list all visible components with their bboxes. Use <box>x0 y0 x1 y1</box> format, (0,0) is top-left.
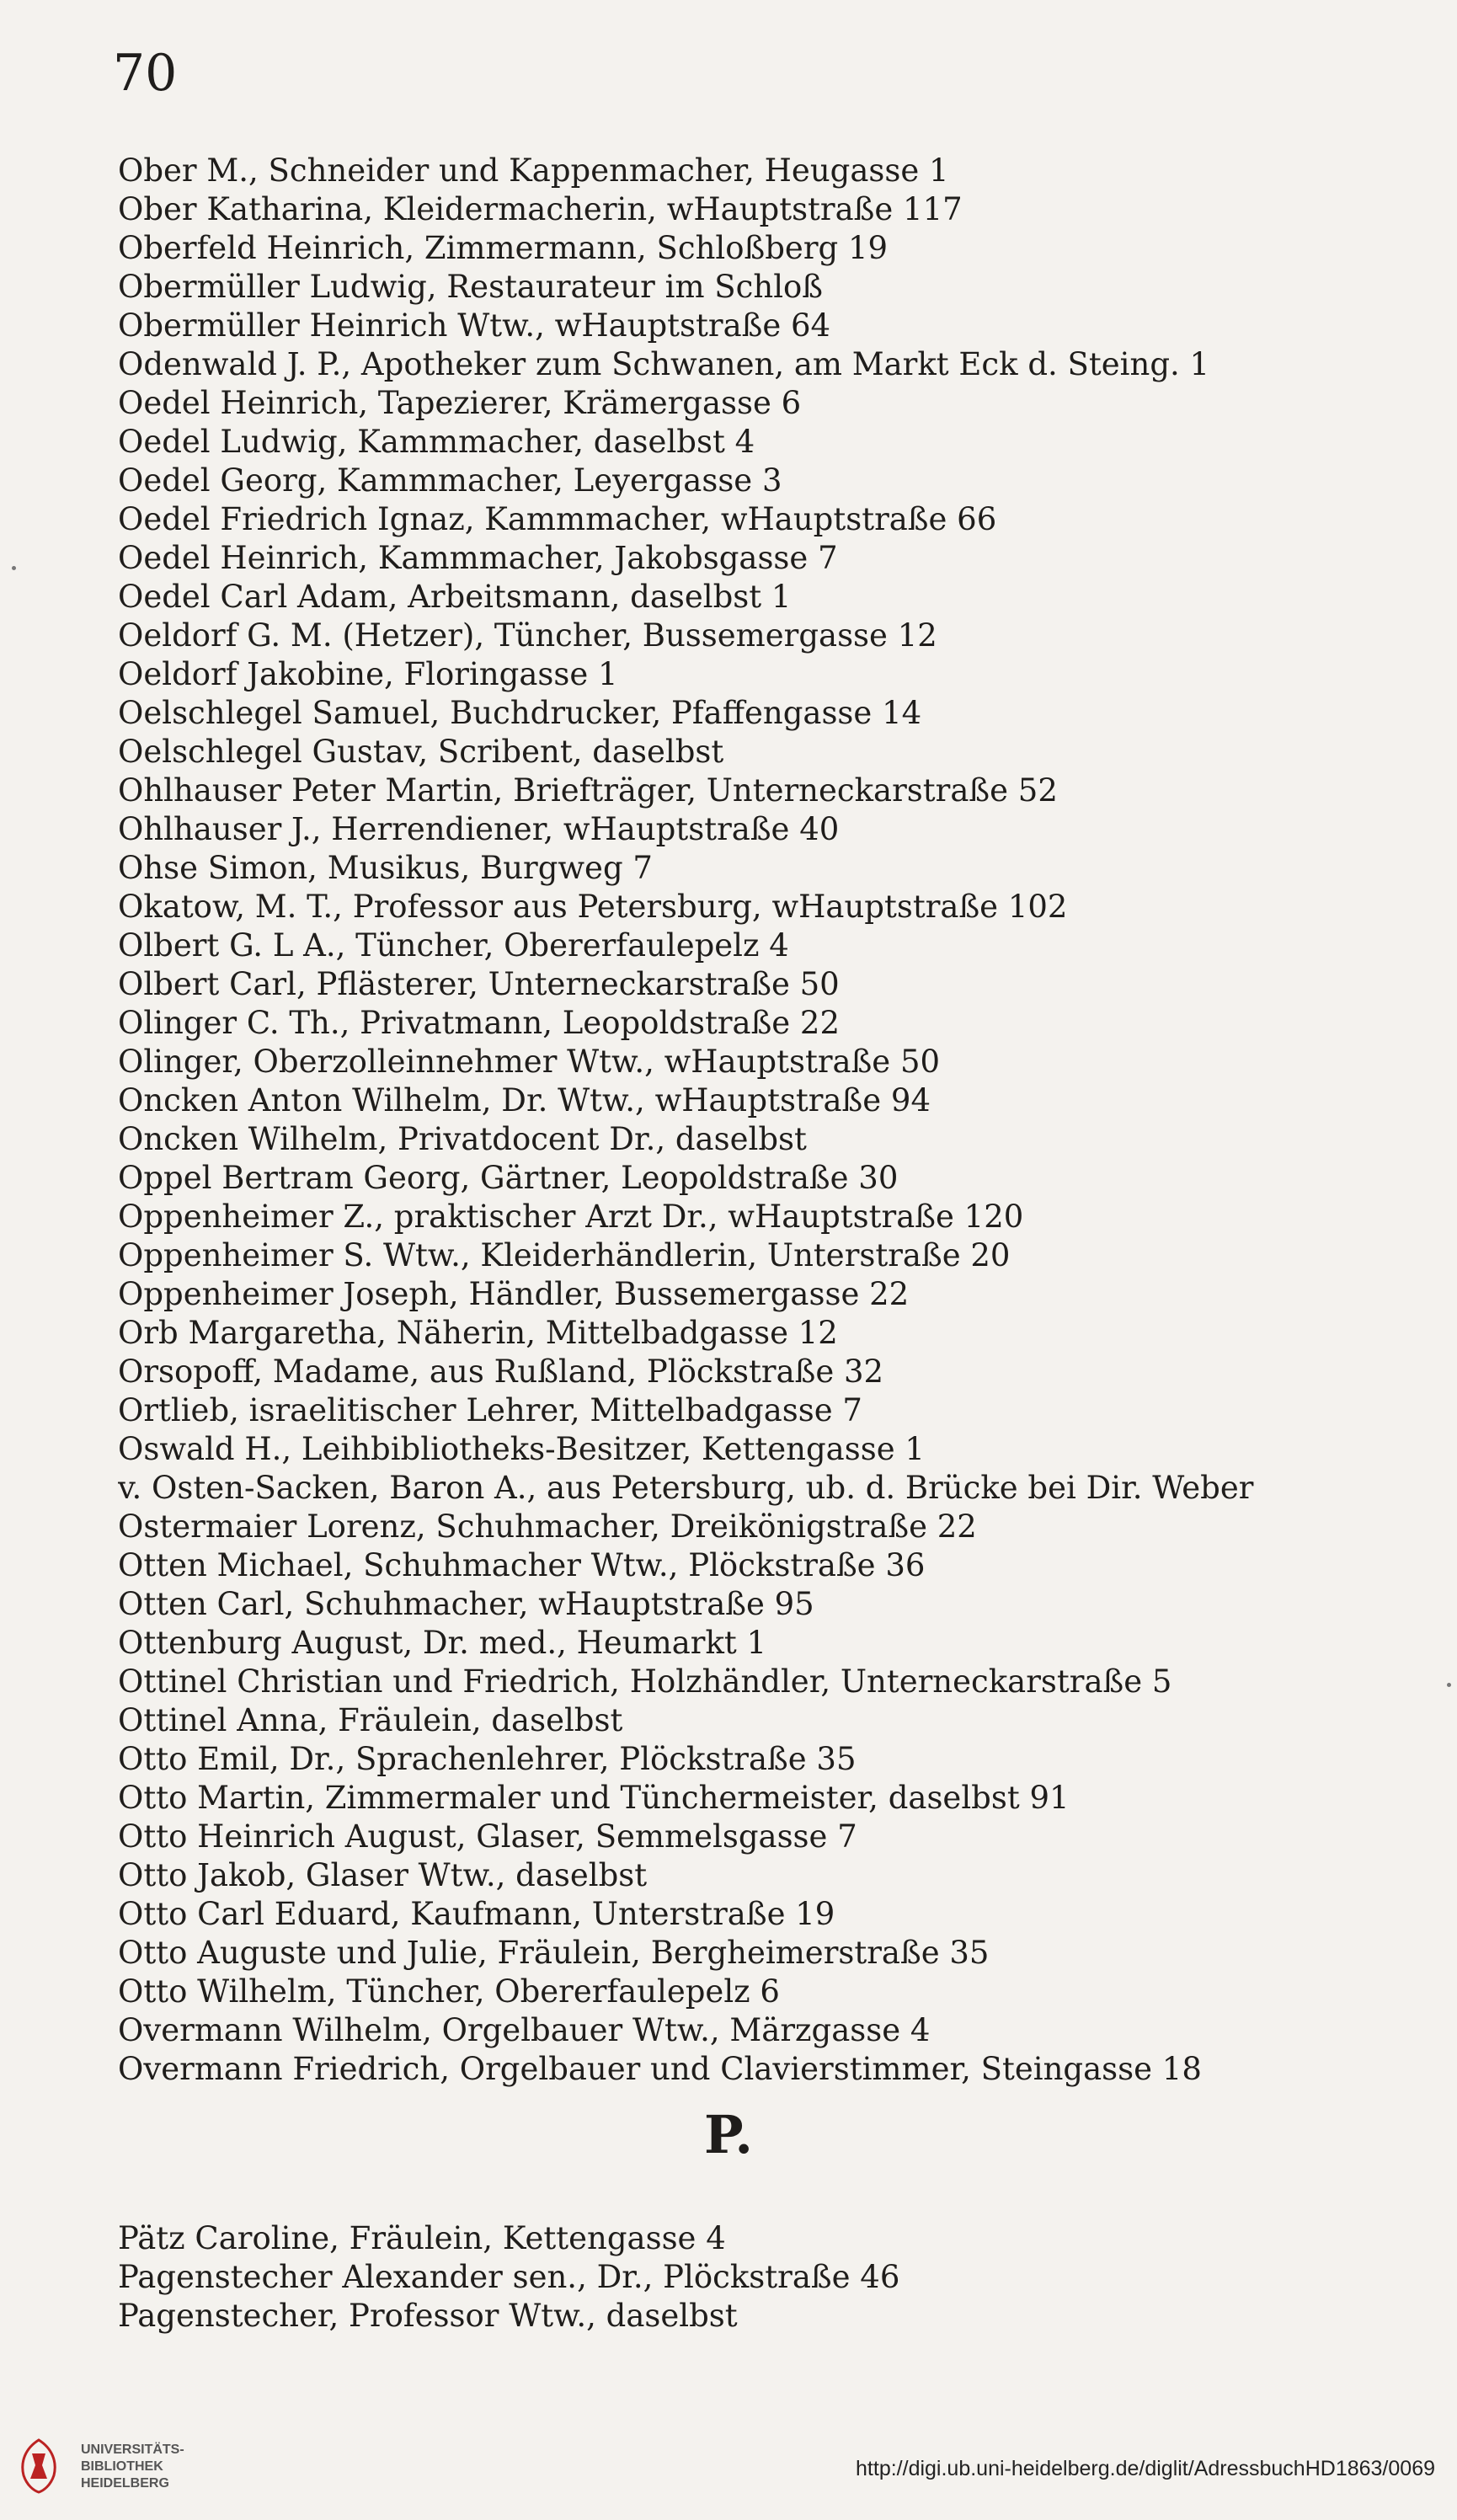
address-entry: Oppenheimer S. Wtw., Kleiderhändlerin, Unterstraße 20 <box>118 1237 1011 1273</box>
library-logo-icon <box>13 2437 64 2496</box>
address-entry: Orsopoff, Madame, aus Rußland, Plöckstraße 32 <box>118 1353 884 1390</box>
address-entry: Okatow, M. T., Professor aus Petersburg, wHauptstraße 102 <box>118 889 1068 925</box>
address-entry: Otten Carl, Schuhmacher, wHauptstraße 95 <box>118 1586 814 1622</box>
address-entry: Overmann Friedrich, Orgelbauer und Clavierstimmer, Steingasse 18 <box>118 2051 1202 2087</box>
source-url-link[interactable]: http://digi.ub.uni-heidelberg.de/diglit/AdressbuchHD1863/0069 <box>856 2457 1435 2480</box>
address-entry: Ohlhauser J., Herrendiener, wHauptstraße 40 <box>118 811 840 847</box>
address-entry: Pagenstecher, Professor Wtw., daselbst <box>118 2298 738 2334</box>
address-entry: Oncken Wilhelm, Privatdocent Dr., daselbst <box>118 1121 807 1157</box>
address-entry: Oelschlegel Samuel, Buchdrucker, Pfaffengasse 14 <box>118 695 922 731</box>
address-entry: Ober M., Schneider und Kappenmacher, Heugasse 1 <box>118 152 949 189</box>
address-entry: Ostermaier Lorenz, Schuhmacher, Dreikönigstraße 22 <box>118 1508 977 1545</box>
section-letter: P. <box>704 2104 753 2165</box>
address-entry: Ottenburg August, Dr. med., Heumarkt 1 <box>118 1625 767 1661</box>
address-entry: Oppenheimer Joseph, Händler, Bussemergasse 22 <box>118 1276 910 1312</box>
logo-line: HEIDELBERG <box>81 2476 169 2491</box>
stray-mark <box>1447 1683 1451 1687</box>
address-entry: Oedel Georg, Kammmacher, Leyergasse 3 <box>118 462 782 499</box>
address-entry: Oeldorf G. M. (Hetzer), Tüncher, Bussemergasse 12 <box>118 617 937 654</box>
address-entry: Otto Wilhelm, Tüncher, Obererfaulepelz 6 <box>118 1973 780 2010</box>
logo-line: BIBLIOTHEK <box>81 2459 163 2474</box>
address-entry: Oedel Heinrich, Tapezierer, Krämergasse 6 <box>118 385 802 421</box>
address-entry: Otto Heinrich August, Glaser, Semmelsgasse 7 <box>118 1818 857 1855</box>
address-entry: Olbert G. L A., Tüncher, Obererfaulepelz 4 <box>118 927 789 964</box>
address-entry: Ober Katharina, Kleidermacherin, wHauptstraße 117 <box>118 191 963 227</box>
address-entry: Oedel Carl Adam, Arbeitsmann, daselbst 1 <box>118 579 792 615</box>
page-number: 70 <box>113 44 178 103</box>
address-entry: Orb Margaretha, Näherin, Mittelbadgasse 12 <box>118 1315 838 1351</box>
address-entry: Otto Emil, Dr., Sprachenlehrer, Plöckstraße 35 <box>118 1741 857 1777</box>
stray-mark <box>12 566 16 570</box>
address-entry: Ortlieb, israelitischer Lehrer, Mittelbadgasse 7 <box>118 1392 862 1428</box>
address-entry: Ohlhauser Peter Martin, Briefträger, Unterneckarstraße 52 <box>118 772 1058 809</box>
address-entry: Oedel Ludwig, Kammmacher, daselbst 4 <box>118 424 755 460</box>
address-entry: Otten Michael, Schuhmacher Wtw., Plöckstraße 36 <box>118 1547 926 1583</box>
address-entry: Otto Carl Eduard, Kaufmann, Unterstraße 19 <box>118 1896 835 1932</box>
address-entry: Oswald H., Leihbibliotheks-Besitzer, Kettengasse 1 <box>118 1431 925 1467</box>
address-entry: Oberfeld Heinrich, Zimmermann, Schloßberg 19 <box>118 230 889 266</box>
section-entry-list <box>118 2219 1398 2336</box>
address-entry: Oppenheimer Z., praktischer Arzt Dr., wHauptstraße 120 <box>118 1199 1024 1235</box>
logo-line: UNIVERSITÄTS- <box>81 2443 184 2457</box>
address-entry: Olbert Carl, Pflästerer, Unterneckarstraße 50 <box>118 966 840 1002</box>
address-entry: Olinger, Oberzolleinnehmer Wtw., wHauptstraße 50 <box>118 1044 941 1080</box>
address-entry: Olinger C. Th., Privatmann, Leopoldstraße 22 <box>118 1005 841 1041</box>
address-entry: Obermüller Heinrich Wtw., wHauptstraße 64 <box>118 307 831 344</box>
address-entry: Oedel Heinrich, Kammmacher, Jakobsgasse 7 <box>118 540 838 576</box>
address-entry: Pagenstecher Alexander sen., Dr., Plöckstraße 46 <box>118 2259 900 2295</box>
address-entry: Oeldorf Jakobine, Floringasse 1 <box>118 656 618 692</box>
address-entry: Odenwald J. P., Apotheker zum Schwanen, am Markt Eck d. Steing. 1 <box>118 346 1210 382</box>
address-entry: Pätz Caroline, Fräulein, Kettengasse 4 <box>118 2220 726 2256</box>
address-entry: Otto Martin, Zimmermaler und Tünchermeister, daselbst 91 <box>118 1780 1070 1816</box>
address-entry: Otto Jakob, Glaser Wtw., daselbst <box>118 1857 648 1893</box>
address-entry: Oelschlegel Gustav, Scribent, daselbst <box>118 734 724 770</box>
library-logo-text <box>81 2442 184 2492</box>
address-entry: Obermüller Ludwig, Restaurateur im Schloß <box>118 269 824 305</box>
address-entry: Otto Auguste und Julie, Fräulein, Bergheimerstraße 35 <box>118 1935 990 1971</box>
address-entry: v. Osten-Sacken, Baron A., aus Petersburg, ub. d. Brücke bei Dir. Weber <box>118 1470 1254 1506</box>
address-entry: Overmann Wilhelm, Orgelbauer Wtw., Märzgasse 4 <box>118 2012 931 2048</box>
footer <box>0 2421 1457 2520</box>
address-entry: Oedel Friedrich Ignaz, Kammmacher, wHauptstraße 66 <box>118 501 997 537</box>
address-entry: Ottinel Christian und Friedrich, Holzhändler, Unterneckarstraße 5 <box>118 1663 1172 1700</box>
address-entry: Oppel Bertram Georg, Gärtner, Leopoldstraße 30 <box>118 1160 899 1196</box>
address-entry: Oncken Anton Wilhelm, Dr. Wtw., wHauptstraße 94 <box>118 1082 931 1119</box>
address-entry-list <box>118 152 1398 2089</box>
address-entry: Ohse Simon, Musikus, Burgweg 7 <box>118 850 653 886</box>
address-entry: Ottinel Anna, Fräulein, daselbst <box>118 1702 623 1738</box>
